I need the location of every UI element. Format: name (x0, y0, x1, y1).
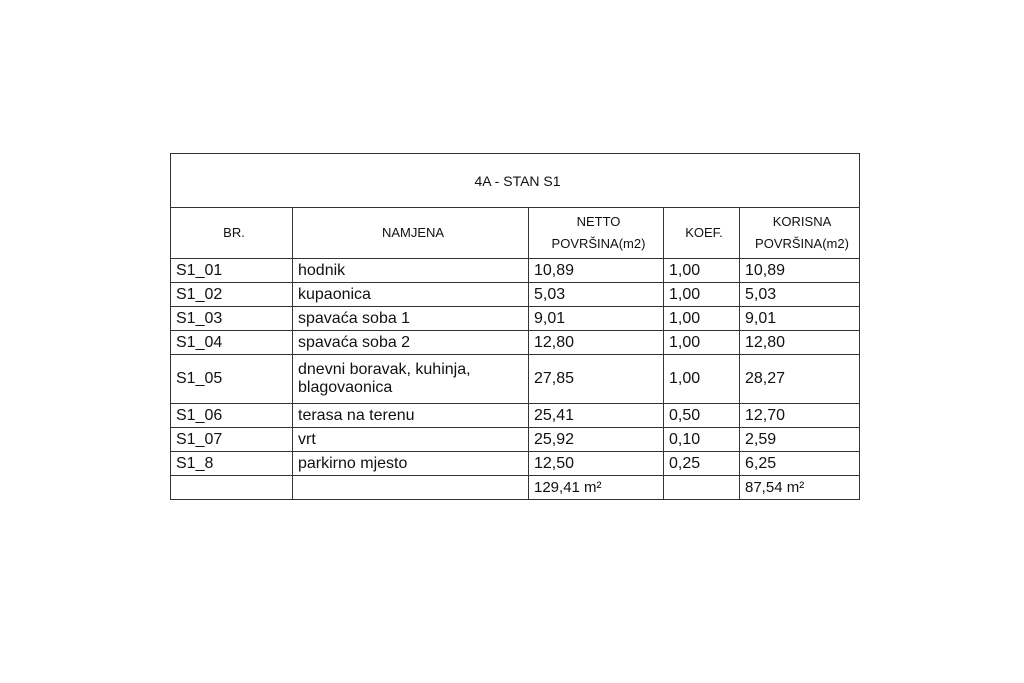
cell-netto: 9,01 (529, 307, 664, 331)
cell-koef: 1,00 (664, 283, 740, 307)
cell-namjena: terasa na terenu (293, 404, 529, 428)
cell-br: S1_03 (171, 307, 293, 331)
cell-br: S1_04 (171, 331, 293, 355)
cell-korisna: 6,25 (740, 452, 860, 476)
cell-namjena: vrt (293, 428, 529, 452)
cell-namjena: spavaća soba 1 (293, 307, 529, 331)
cell-korisna: 9,01 (740, 307, 860, 331)
header-br: BR. (171, 208, 293, 259)
cell-netto: 10,89 (529, 259, 664, 283)
cell-namjena (293, 355, 529, 404)
cell-korisna: 12,70 (740, 404, 860, 428)
header-korisna-line1: KORISNA (772, 214, 832, 229)
total-empty-br (171, 476, 293, 500)
cell-netto: 12,50 (529, 452, 664, 476)
cell-korisna: 28,27 (740, 355, 860, 404)
cell-namjena-line2: blagovaonica (298, 379, 393, 396)
header-namjena: NAMJENA (293, 208, 529, 259)
table-row (171, 404, 860, 428)
cell-netto: 27,85 (529, 355, 664, 404)
cell-namjena: kupaonica (293, 283, 529, 307)
cell-korisna: 10,89 (740, 259, 860, 283)
cell-koef: 0,50 (664, 404, 740, 428)
table-row (171, 283, 860, 307)
cell-br: S1_01 (171, 259, 293, 283)
table-row (171, 331, 860, 355)
header-netto (529, 208, 664, 259)
header-korisna (740, 208, 860, 259)
area-table (170, 153, 860, 500)
cell-br: S1_02 (171, 283, 293, 307)
table-row (171, 428, 860, 452)
total-empty-koef (664, 476, 740, 500)
cell-br: S1_06 (171, 404, 293, 428)
cell-namjena: hodnik (293, 259, 529, 283)
table-row (171, 355, 860, 404)
cell-netto: 12,80 (529, 331, 664, 355)
cell-namjena: parkirno mjesto (293, 452, 529, 476)
cell-korisna: 5,03 (740, 283, 860, 307)
total-netto: 129,41 m² (529, 476, 664, 500)
table-row (171, 452, 860, 476)
totals-row (171, 476, 860, 500)
cell-netto: 5,03 (529, 283, 664, 307)
table-row (171, 307, 860, 331)
table-row (171, 259, 860, 283)
cell-koef: 0,25 (664, 452, 740, 476)
cell-koef: 0,10 (664, 428, 740, 452)
cell-koef: 1,00 (664, 259, 740, 283)
cell-br: S1_8 (171, 452, 293, 476)
header-korisna-line2: POVRŠINA(m2) (755, 236, 849, 251)
total-korisna: 87,54 m² (740, 476, 860, 500)
header-netto-line1: NETTO (576, 214, 621, 229)
header-netto-line2: POVRŠINA(m2) (551, 236, 646, 251)
table-title-row (171, 154, 860, 208)
table-title: 4A - STAN S1 (171, 154, 860, 208)
total-empty-namjena (293, 476, 529, 500)
cell-netto: 25,92 (529, 428, 664, 452)
table-header-row (171, 208, 860, 259)
cell-koef: 1,00 (664, 307, 740, 331)
cell-korisna: 2,59 (740, 428, 860, 452)
cell-netto: 25,41 (529, 404, 664, 428)
cell-korisna: 12,80 (740, 331, 860, 355)
header-koef: KOEF. (664, 208, 740, 259)
cell-namjena: spavaća soba 2 (293, 331, 529, 355)
cell-br: S1_05 (171, 355, 293, 404)
cell-koef: 1,00 (664, 331, 740, 355)
cell-namjena-line1: dnevni boravak, kuhinja, (298, 361, 471, 378)
cell-koef: 1,00 (664, 355, 740, 404)
cell-br: S1_07 (171, 428, 293, 452)
